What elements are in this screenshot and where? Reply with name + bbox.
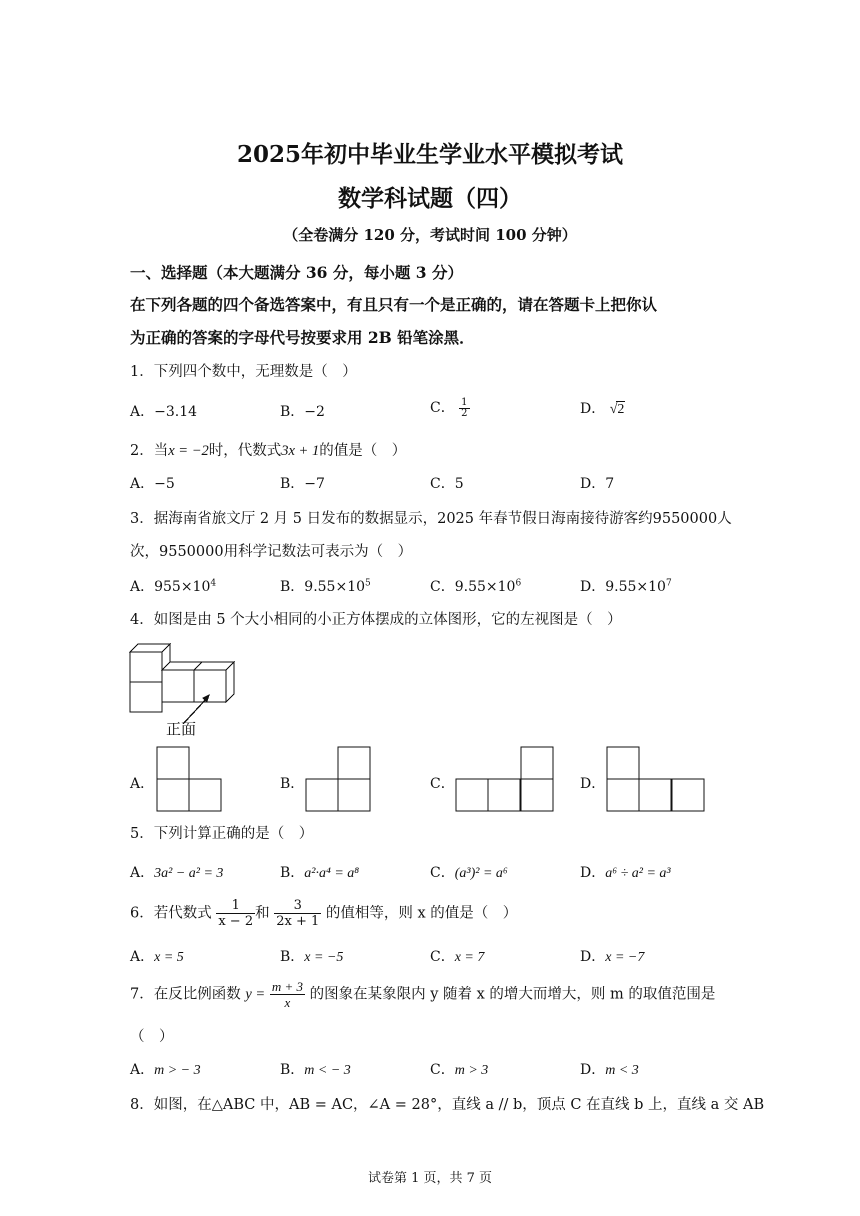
cube-top [162,662,202,670]
q5-option-b-expr: a²·a⁴ = a⁸ [304,866,360,881]
cube-side [226,662,234,702]
cube-face [130,652,162,682]
cube-top [130,644,170,652]
fraction-denominator: 2x + 1 [276,914,320,929]
question-3-stem-line2: 次，9550000用科学记数法可表示为（ ） [130,544,413,560]
exam-note: （全卷满分 120 分，考试时间 100 分钟） [283,226,577,244]
q5-option-b-label: B． [280,865,305,881]
q3-option-d-exponent: 7 [665,578,672,589]
exam-title: 2025年初中毕业生学业水平模拟考试 [236,141,623,168]
section-instruction-2: 为正确的答案的字母代号按要求用 2B 铅笔涂黑． [130,328,475,347]
section-heading: 一、选择题（本大题满分 36 分，每小题 3 分） [130,263,463,282]
q7-option-a-expr: m > − 3 [154,1063,201,1078]
cube-face [194,670,226,702]
q2-option-d: D．7 [580,476,615,492]
q4-option-b-view [305,746,375,814]
q4-option-a-view [156,746,226,814]
q6-option-b [280,946,343,966]
q2-stem-math2: 3x + 1 [281,443,320,459]
q3-option-a-exponent: 4 [210,578,217,589]
question-7-stem [130,979,715,1010]
q6-option-a [130,946,184,966]
q3-option-c-text: C．9.55×10 [430,579,516,595]
q5-option-b [280,862,359,882]
q2-stem-post: 的值是（ ） [319,443,407,459]
section-instruction-1: 在下列各题的四个备选答案中，有且只有一个是正确的，请在答题卡上把你认 [130,295,658,314]
q7-option-c-label: C． [430,1062,455,1078]
q7-fraction [270,979,305,1010]
q6-stem-pre: 6．若代数式 [130,905,212,922]
q5-option-c-expr: (a³)² = a⁶ [454,866,508,881]
q2-option-c: C．5 [430,476,464,492]
q7-option-a [130,1059,201,1079]
fraction-numerator: 1 [461,396,468,408]
q7-option-d-label: D． [580,1062,606,1078]
sqrt-radicand: 2 [617,402,625,417]
exam-subtitle: 数学科试题（四） [338,185,522,212]
q3-option-b [280,576,371,596]
fraction-numerator: m + 3 [271,979,303,994]
figure-label-front: 正面 [166,720,197,738]
q7-option-d-expr: m < 3 [605,1063,639,1078]
q5-option-d-expr: a⁶ ÷ a² = a³ [605,866,671,881]
page-footer: 试卷第 1 页，共 7 页 [367,1171,493,1186]
fraction-denominator: x − 2 [218,914,254,929]
q6-option-a-label: A． [130,949,155,965]
q3-option-d-text: D．9.55×10 [580,579,666,595]
q6-option-a-expr: x = 5 [154,950,184,965]
q5-option-d [580,862,671,882]
q6-fraction-1 [216,898,255,929]
q7-option-c [430,1059,488,1079]
q4-option-a-label: A． [130,776,155,792]
q3-option-a [130,576,216,596]
q2-stem-math1: x = −2 [168,443,209,459]
q5-option-c-label: C． [430,865,455,881]
q6-option-c-expr: x = 7 [454,950,485,965]
q6-option-d-expr: x = −7 [605,950,645,965]
fraction-numerator: 1 [216,898,255,914]
q7-option-d [580,1059,639,1079]
cube-top [194,662,234,670]
q6-stem-post: 的值相等，则 x 的值是（ ） [325,905,518,922]
q1-option-a: A．−3.14 [130,404,198,420]
q6-option-b-label: B． [280,949,305,965]
q6-option-b-expr: x = −5 [304,950,344,965]
fraction-denominator: 2 [461,407,468,419]
question-7-stem-line2: （ ） [130,1029,174,1045]
q1-option-d-sqrt: √2 [609,402,625,417]
q3-option-b-text: B．9.55×10 [280,579,366,595]
q4-option-c-view [455,746,559,814]
q7-func-lhs: y = [245,986,266,1003]
q7-option-a-label: A． [130,1062,155,1078]
q7-stem-pre: 7．在反比例函数 [130,986,241,1003]
q7-option-b [280,1059,351,1079]
q6-option-d [580,946,644,966]
q5-option-c [430,862,508,882]
q3-option-b-exponent: 5 [365,578,371,589]
q6-stem-and: 和 [255,905,270,922]
q7-option-b-expr: m < − 3 [304,1063,351,1078]
q4-option-b-label: B． [280,776,305,792]
q6-option-c [430,946,484,966]
q3-option-c [430,576,521,596]
question-6-stem [130,898,517,929]
q1-option-d-label: D． [580,401,606,417]
fraction-denominator: x [284,995,291,1010]
q7-stem-post: 的图象在某象限内 y 随着 x 的增大而增大，则 m 的取值范围是 [309,986,716,1003]
question-2-stem [130,439,406,460]
q7-option-b-label: B． [280,1062,305,1078]
q1-option-c-label: C． [430,400,455,416]
q4-option-d-view [606,746,710,814]
q5-option-d-label: D． [580,865,606,881]
question-5-stem: 5．下列计算正确的是（ ） [130,826,314,842]
q6-option-d-label: D． [580,949,606,965]
q5-option-a-label: A． [130,865,155,881]
q1-option-c-fraction [459,398,469,419]
q3-option-a-text: A．955×10 [130,579,211,595]
q2-option-a: A．−5 [130,476,175,492]
q7-option-c-expr: m > 3 [454,1063,489,1078]
q2-stem-pre: 2．当 [130,443,169,459]
q1-option-d [580,398,625,418]
q2-stem-mid: 时，代数式 [208,443,282,459]
question-4-stem: 4．如图是由 5 个大小相同的小正方体摆成的立体图形，它的左视图是（ ） [130,612,622,628]
q5-option-a-expr: 3a² − a² = 3 [154,866,224,881]
fraction-numerator: 3 [274,898,321,914]
cube-face [162,670,194,702]
q5-option-a [130,862,223,882]
cube-face [130,682,162,712]
question-3-stem-line1: 3．据海南省旅文厅 2 月 5 日发布的数据显示，2025 年春节假日海南接待游客约9550000人 [130,511,732,527]
q2-option-b: B．−7 [280,476,325,492]
q4-option-c-label: C． [430,776,455,792]
question-1-stem: 1．下列四个数中，无理数是（ ） [130,364,357,380]
q1-option-b: B．−2 [280,404,325,420]
question-8-stem: 8．如图，在△ABC 中，AB = AC，∠A = 28°，直线 a // b，顶点 C 在直线 b 上，直线 a 交 AB [130,1097,765,1113]
q6-option-c-label: C． [430,949,455,965]
q1-option-c [430,397,470,419]
q3-option-d [580,576,672,596]
q4-option-d-label: D． [580,776,606,792]
q3-option-c-exponent: 6 [515,578,522,589]
q6-fraction-2 [274,898,321,929]
